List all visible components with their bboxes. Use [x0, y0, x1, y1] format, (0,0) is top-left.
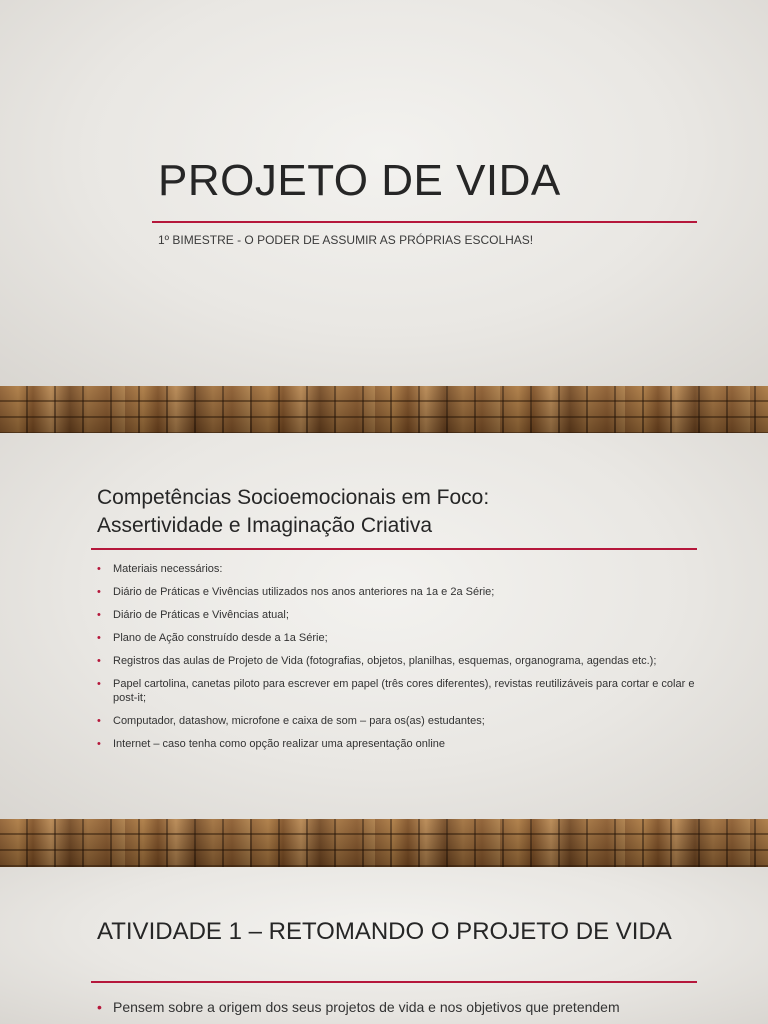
- slide-3-title: ATIVIDADE 1 – RETOMANDO O PROJETO DE VIDA: [97, 918, 672, 945]
- bullet-icon: •: [97, 632, 101, 644]
- list-item: [97, 585, 697, 599]
- bullet-icon: •: [97, 609, 101, 621]
- list-item-text: Papel cartolina, canetas piloto para escrever em papel (três cores diferentes), revistas reutilizáveis para cortar e colar e post-it;: [113, 678, 695, 704]
- list-item: [97, 608, 697, 622]
- list-item: [97, 562, 697, 576]
- list-item: [97, 998, 697, 1016]
- slide-2-title: [97, 484, 489, 540]
- slide-1-title-rule: [152, 221, 697, 223]
- slide-2-title-line-1: Competências Socioemocionais em Foco:: [97, 486, 490, 509]
- bullet-icon: •: [97, 586, 101, 598]
- slide-3-title-rule: [91, 981, 697, 983]
- bullet-icon: •: [97, 678, 101, 690]
- bullet-icon: •: [97, 999, 102, 1015]
- slide-2-title-rule: [91, 548, 697, 550]
- slide-1: [0, 0, 768, 386]
- list-item-text: Registros das aulas de Projeto de Vida (fotografias, objetos, planilhas, esquemas, organograma, agendas etc.);: [113, 655, 657, 667]
- bullet-icon: •: [97, 715, 101, 727]
- list-item: [97, 737, 697, 751]
- list-item-text: Diário de Práticas e Vivências utilizados nos anos anteriores na 1a e 2a Série;: [113, 586, 495, 598]
- list-item: [97, 714, 697, 728]
- wood-floor-2: [0, 819, 768, 867]
- slide-2-title-line-2: Assertividade e Imaginação Criativa: [97, 514, 432, 537]
- list-item: [97, 631, 697, 645]
- list-item-text: Plano de Ação construído desde a 1a Série;: [113, 632, 328, 644]
- bullet-icon: •: [97, 738, 101, 750]
- list-item-text: Internet – caso tenha como opção realizar uma apresentação online: [113, 738, 446, 750]
- list-item: [97, 654, 697, 668]
- materials-list: [97, 562, 697, 760]
- list-item-text: Diário de Práticas e Vivências atual;: [113, 609, 289, 621]
- bullet-icon: •: [97, 655, 101, 667]
- list-item-text: Pensem sobre a origem dos seus projetos de vida e nos objetivos que pretendem: [113, 999, 620, 1015]
- bullet-icon: •: [97, 563, 101, 575]
- list-item-text: Computador, datashow, microfone e caixa de som – para os(as) estudantes;: [113, 715, 485, 727]
- activity-list: [97, 998, 697, 1016]
- slide-1-title: PROJETO DE VIDA: [158, 156, 561, 205]
- wood-floor-1: [0, 386, 768, 433]
- slide-1-subtitle: 1º BIMESTRE - O PODER DE ASSUMIR AS PRÓPRIAS ESCOLHAS!: [158, 233, 534, 247]
- list-item-text: Materiais necessários:: [113, 563, 223, 575]
- list-item: [97, 677, 697, 705]
